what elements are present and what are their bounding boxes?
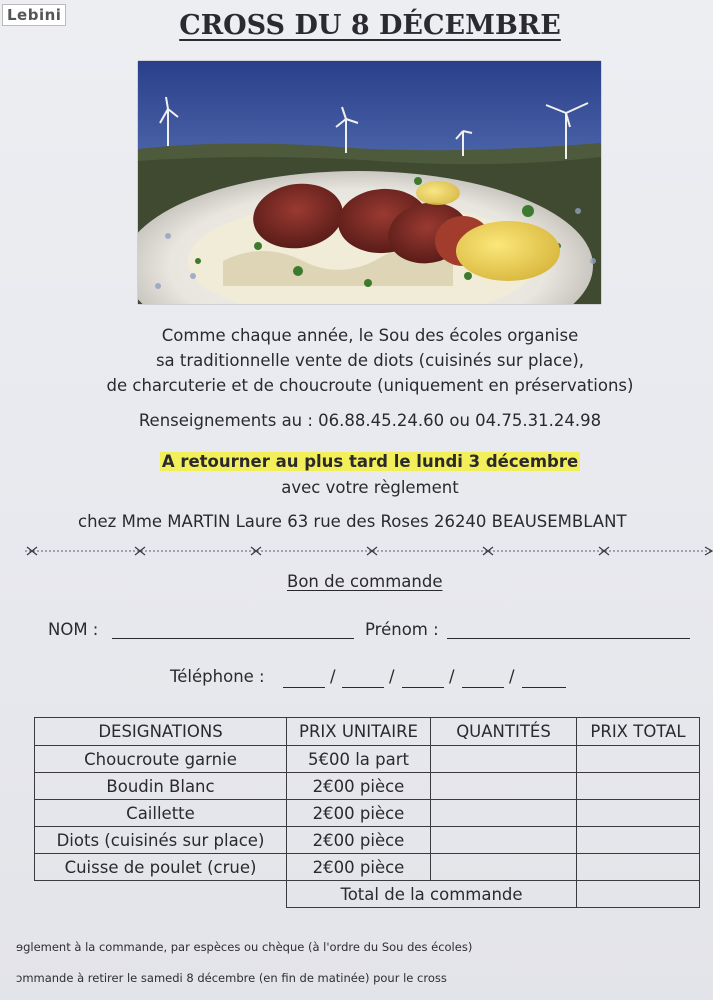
- total-price-cell[interactable]: [577, 854, 700, 881]
- table-total-row: [35, 881, 700, 908]
- designation-cell: Boudin Blanc: [35, 773, 287, 800]
- table-header-row: [35, 718, 700, 746]
- order-total-cell[interactable]: [577, 881, 700, 908]
- return-note: avec votre règlement: [281, 478, 459, 497]
- total-price-cell[interactable]: [577, 827, 700, 854]
- return-address: chez Mme MARTIN Laure 63 rue des Roses 26240 BEAUSEMBLANT: [78, 512, 627, 531]
- column-header-prix-total: PRIX TOTAL: [577, 718, 700, 746]
- unit-price-cell: 2€00 pièce: [287, 773, 431, 800]
- total-price-cell[interactable]: [577, 773, 700, 800]
- telephone-separator: /: [449, 667, 455, 686]
- quantity-cell[interactable]: [431, 854, 577, 881]
- telephone-field-4[interactable]: [462, 687, 504, 688]
- page-title: CROSS DU 8 DÉCEMBRE: [179, 10, 561, 41]
- table-row: [35, 827, 700, 854]
- telephone-label: Téléphone :: [170, 667, 265, 686]
- order-total-label: Total de la commande: [287, 881, 577, 908]
- unit-price-cell: 5€00 la part: [287, 746, 431, 773]
- cut-line: [25, 544, 713, 558]
- prenom-label: Prénom :: [365, 620, 439, 639]
- designation-cell: Diots (cuisinés sur place): [35, 827, 287, 854]
- quantity-cell[interactable]: [431, 746, 577, 773]
- total-price-cell[interactable]: [577, 800, 700, 827]
- order-form-title: Bon de commande: [287, 572, 443, 591]
- designation-cell: Choucroute garnie: [35, 746, 287, 773]
- unit-price-cell: 2€00 pièce: [287, 800, 431, 827]
- footer-pickup-note: ɔmmande à retirer le samedi 8 décembre (en fin de matinée) pour le cross: [16, 971, 447, 985]
- contact-info: Renseignements au : 06.88.45.24.60 ou 04.75.31.24.98: [138, 411, 602, 430]
- column-header-prix-unitaire: PRIX UNITAIRE: [287, 718, 431, 746]
- quantity-cell[interactable]: [431, 773, 577, 800]
- intro-line-2: sa traditionnelle vente de diots (cuisinés sur place),: [155, 351, 585, 370]
- footer-payment-note: ɘglement à la commande, par espèces ou chèque (à l'ordre du Sou des écoles): [16, 940, 473, 954]
- empty-cell: [35, 881, 287, 908]
- intro-text: [0, 323, 713, 398]
- intro-line-3: de charcuterie et de choucroute (uniquement en préservations): [106, 376, 634, 395]
- telephone-field-1[interactable]: [283, 687, 325, 688]
- order-table: [34, 717, 700, 908]
- telephone-field-2[interactable]: [342, 687, 384, 688]
- column-header-designations: DESIGNATIONS: [35, 718, 287, 746]
- intro-line-1: Comme chaque année, le Sou des écoles organise: [161, 326, 579, 345]
- quantity-cell[interactable]: [431, 827, 577, 854]
- return-deadline: A retourner au plus tard le lundi 3 décembre: [161, 452, 579, 471]
- nom-label: NOM :: [48, 620, 99, 639]
- return-instructions: [0, 449, 713, 501]
- nom-field[interactable]: [112, 638, 354, 639]
- designation-cell: Cuisse de poulet (crue): [35, 854, 287, 881]
- table-row: [35, 746, 700, 773]
- telephone-field-3[interactable]: [402, 687, 444, 688]
- table-row: [35, 800, 700, 827]
- unit-price-cell: 2€00 pièce: [287, 827, 431, 854]
- designation-cell: Caillette: [35, 800, 287, 827]
- column-header-quantites: QUANTITÉS: [431, 718, 577, 746]
- telephone-separator: /: [330, 667, 336, 686]
- telephone-separator: /: [509, 667, 515, 686]
- telephone-separator: /: [389, 667, 395, 686]
- table-row: [35, 773, 700, 800]
- food-photo: [138, 61, 601, 304]
- quantity-cell[interactable]: [431, 800, 577, 827]
- total-price-cell[interactable]: [577, 746, 700, 773]
- unit-price-cell: 2€00 pièce: [287, 854, 431, 881]
- prenom-field[interactable]: [447, 638, 690, 639]
- telephone-field-5[interactable]: [522, 687, 566, 688]
- table-row: [35, 854, 700, 881]
- watermark-label: Lebini: [2, 4, 66, 26]
